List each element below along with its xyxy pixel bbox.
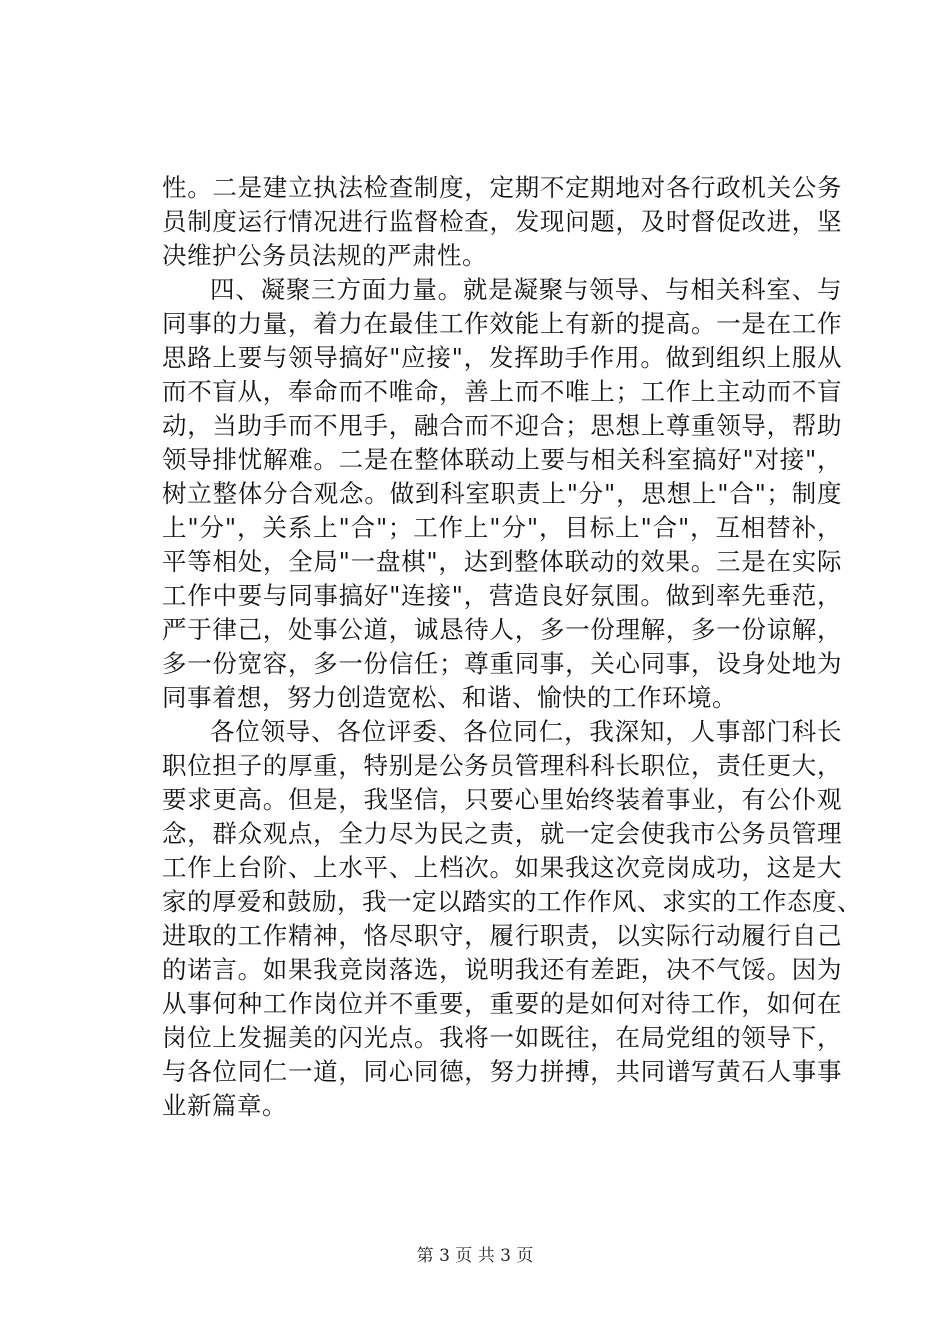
text-line: 同事着想，努力创造宽松、和谐、愉快的工作环境。 xyxy=(162,683,737,712)
text-line: 员制度运行情况进行监督检查，发现问题，及时督促改进，坚 xyxy=(162,207,842,236)
text-line: 工作中要与同事搞好"连接"，营造良好氛围。做到率先垂范， xyxy=(162,581,842,610)
text-line: 四、凝聚三方面力量。就是凝聚与领导、与相关科室、与 xyxy=(210,275,842,304)
text-line: 与各位同仁一道，同心同德，努力拼搏，共同谱写黄石人事事 xyxy=(162,1057,842,1086)
text-line: 念，群众观点，全力尽为民之责，就一定会使我市公务员管理 xyxy=(162,819,842,848)
text-line: 严于律己，处事公道，诚恳待人，多一份理解，多一份谅解， xyxy=(162,615,842,644)
text-line: 同事的力量，着力在最佳工作效能上有新的提高。一是在工作 xyxy=(162,309,842,338)
text-line: 职位担子的厚重，特别是公务员管理科科长职位，责任更大， xyxy=(162,751,842,780)
text-line: 决维护公务员法规的严肃性。 xyxy=(162,241,487,270)
text-line: 动，当助手而不甩手，融合而不迎合；思想上尊重领导，帮助 xyxy=(162,411,842,440)
text-line: 从事何种工作岗位并不重要，重要的是如何对待工作，如何在 xyxy=(162,989,842,1018)
text-line: 进取的工作精神，恪尽职守，履行职责，以实际行动履行自己 xyxy=(162,921,842,950)
text-line: 多一份宽容，多一份信任；尊重同事，关心同事，设身处地为 xyxy=(162,649,842,678)
text-line: 的诺言。如果我竞岗落选，说明我还有差距，决不气馁。因为 xyxy=(162,955,842,984)
text-line: 业新篇章。 xyxy=(162,1091,287,1120)
text-line: 上"分"，关系上"合"；工作上"分"，目标上"合"，互相替补， xyxy=(162,513,842,542)
body-text xyxy=(162,171,862,1123)
text-line: 性。二是建立执法检查制度，定期不定期地对各行政机关公务 xyxy=(162,173,842,202)
text-line: 家的厚爱和鼓励，我一定以踏实的工作作风、求实的工作态度、 xyxy=(162,887,862,916)
text-line: 要求更高。但是，我坚信，只要心里始终装着事业，有公仆观 xyxy=(162,785,842,814)
text-line: 思路上要与领导搞好"应接"，发挥助手作用。做到组织上服从 xyxy=(162,343,842,372)
text-line: 而不盲从，奉命而不唯命，善上而不唯上；工作上主动而不盲 xyxy=(162,377,842,406)
page-footer: 第 3 页 共 3 页 xyxy=(416,1246,534,1266)
text-line: 各位领导、各位评委、各位同仁，我深知，人事部门科长 xyxy=(210,717,842,746)
text-line: 岗位上发掘美的闪光点。我将一如既往，在局党组的领导下， xyxy=(162,1023,842,1052)
text-line: 工作上台阶、上水平、上档次。如果我这次竞岗成功，这是大 xyxy=(162,853,842,882)
text-line: 领导排忧解难。二是在整体联动上要与相关科室搞好"对接"， xyxy=(162,445,842,474)
text-line: 平等相处，全局"一盘棋"，达到整体联动的效果。三是在实际 xyxy=(162,547,842,576)
text-line: 树立整体分合观念。做到科室职责上"分"，思想上"合"；制度 xyxy=(162,479,842,508)
